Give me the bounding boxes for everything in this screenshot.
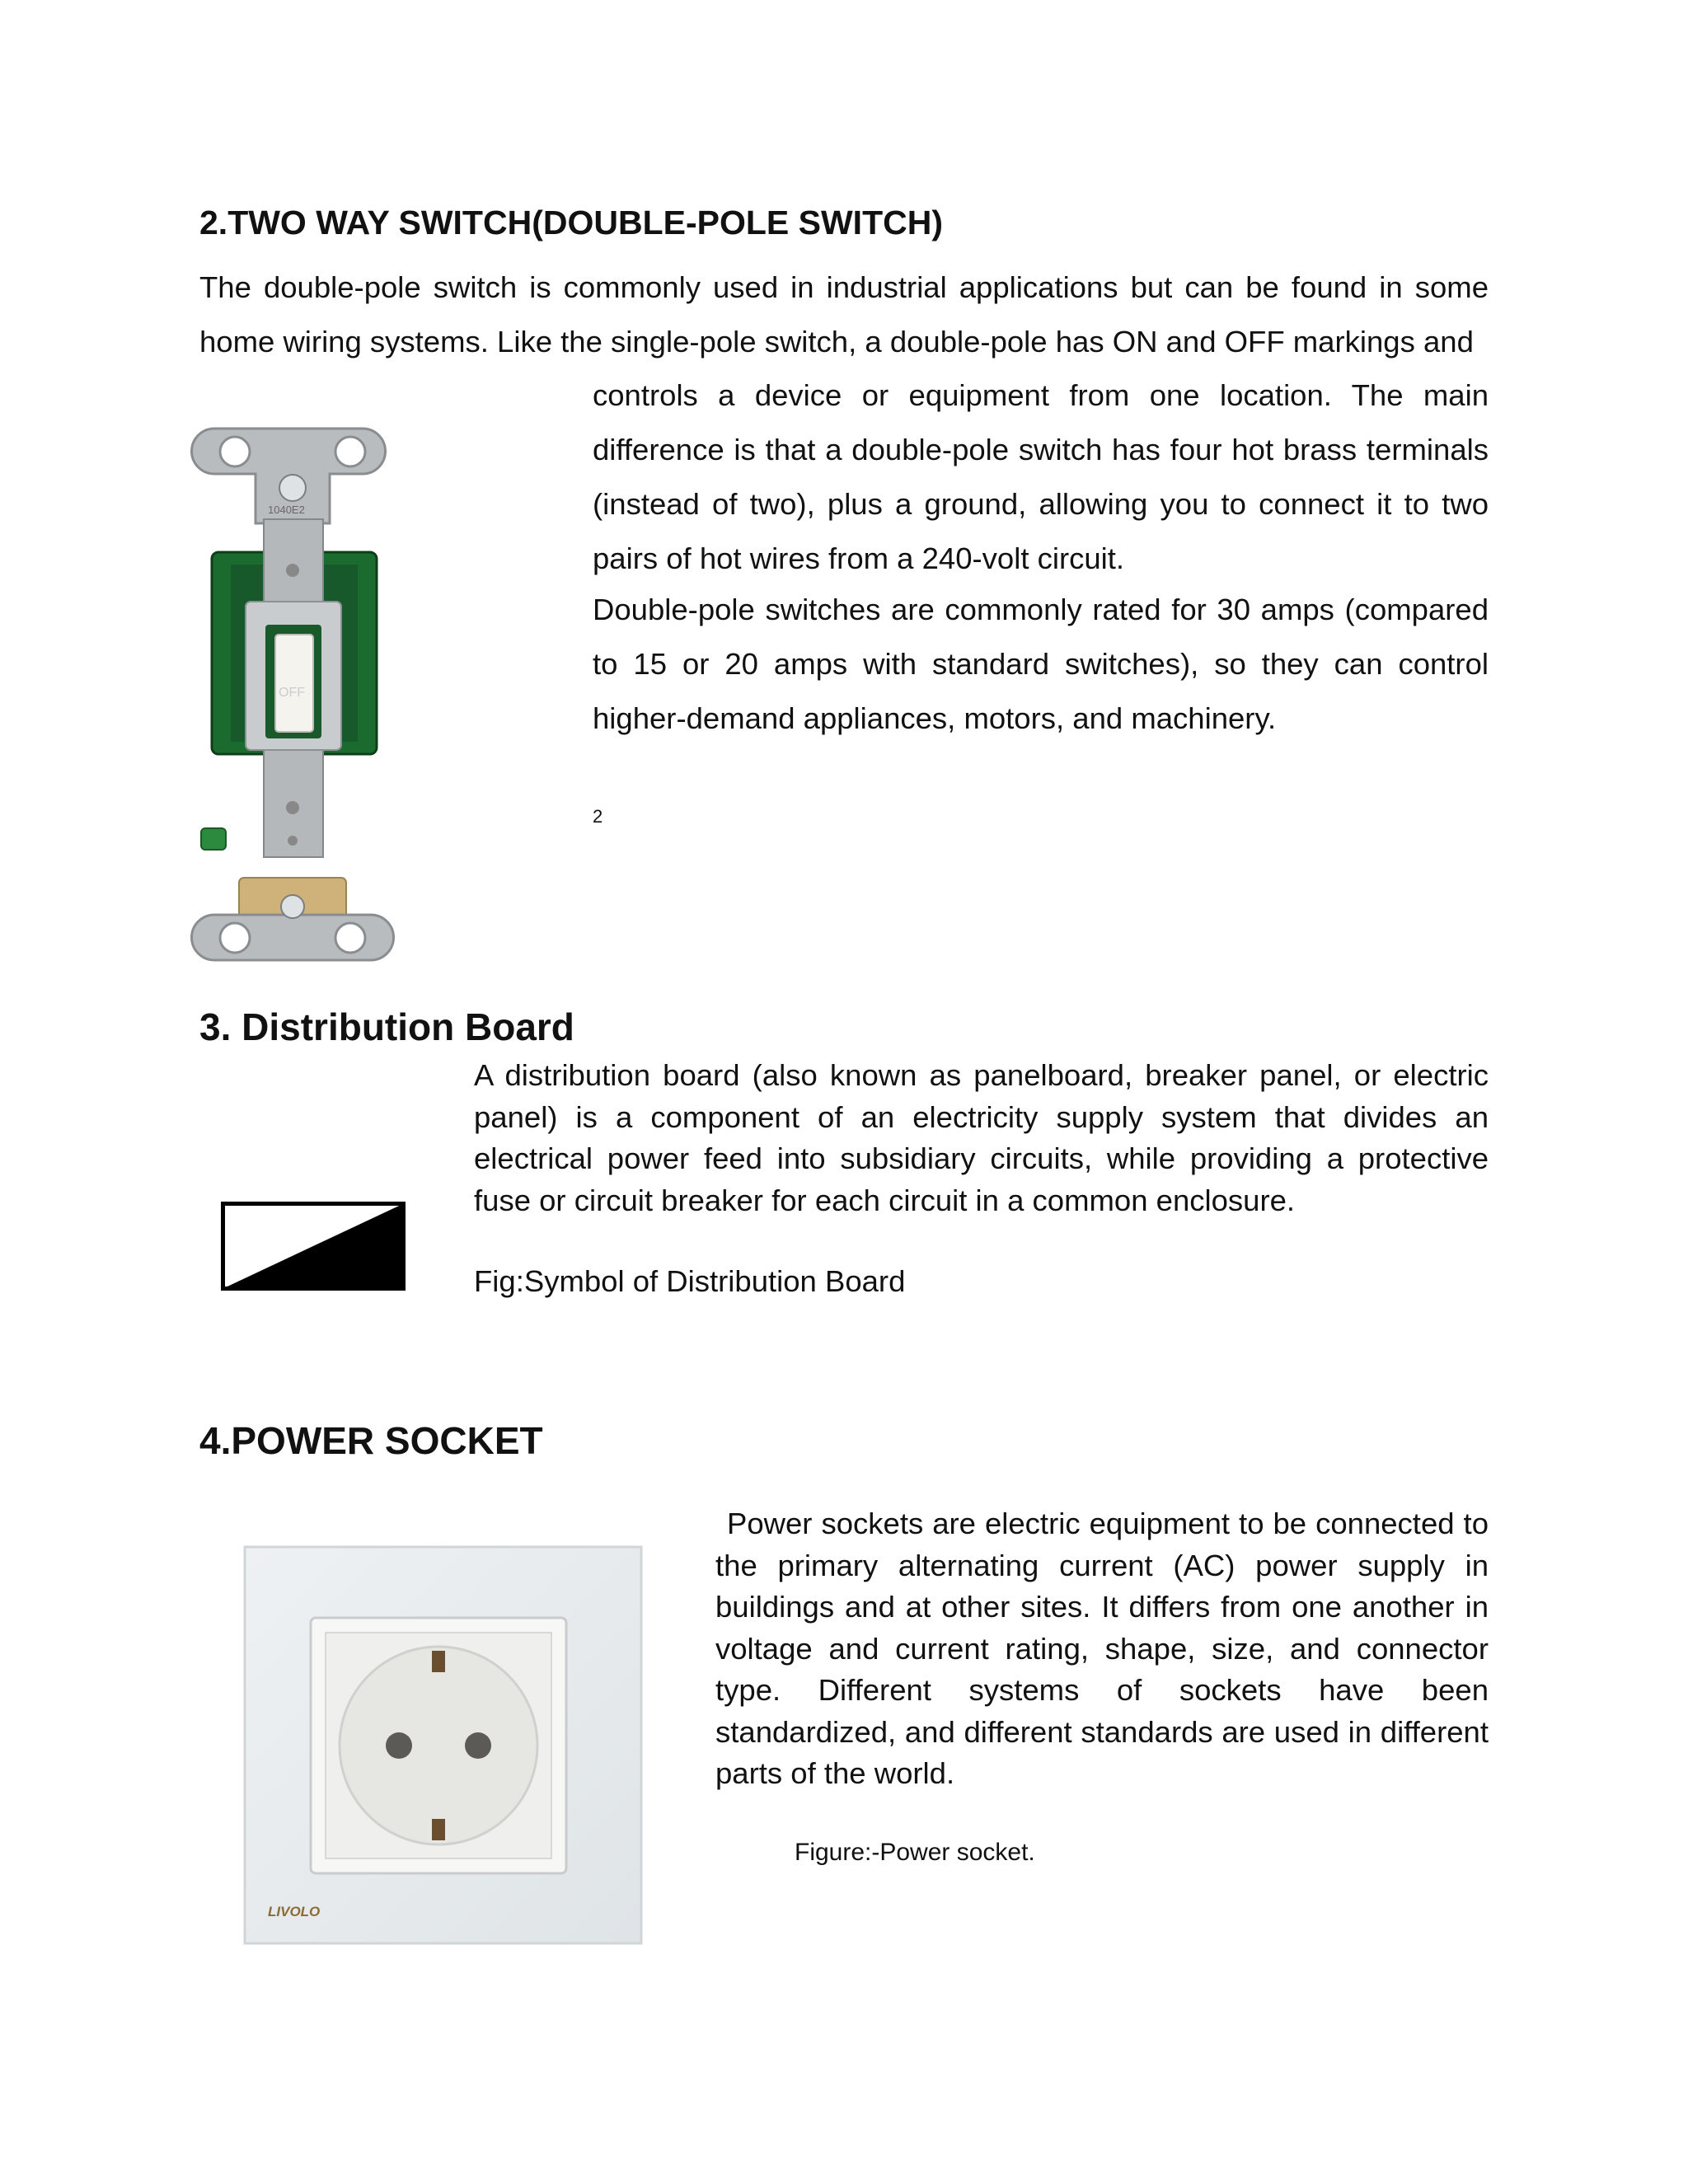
switch-paragraph-1: controls a device or equipment from one location. The main difference is that a double-pole switch has four hot brass terminals (instead of two), plus a ground, allowing you to connect it to two pairs of hot wires from a 240-volt circuit. (593, 378, 1489, 575)
socket-body-text: Power sockets are electric equipment to be connected to the primary alternating current (AC) power supply in buildings and at other sites. It differs from one another in voltage and current rating, shape, size, and connector type. Different systems of sockets have been standardized, and different standards are used in different parts of the world. (715, 1507, 1489, 1790)
footnote-marker: 2 (593, 806, 603, 827)
section-heading-socket: 4.POWER SOCKET (199, 1419, 543, 1462)
svg-text:LIVOLO: LIVOLO (268, 1904, 321, 1919)
switch-paragraph-2: Double-pole switches are commonly rated for 30 amps (compared to 15 or 20 amps with standard switches), so they can control higher-demand appliances, motors, and machinery. (593, 593, 1489, 735)
section-heading-switch: 2.TWO WAY SWITCH(DOUBLE-POLE SWITCH) (199, 204, 943, 241)
power-socket-image (243, 1545, 643, 1945)
switch-intro-text: The double-pole switch is commonly used in industrial applications but can be found in some home wiring systems. Like the single-pole switch, a double-pole has ON and OFF markings and (199, 270, 1489, 359)
distribution-board-symbol (221, 1202, 406, 1291)
double-pole-switch-image (190, 420, 396, 964)
svg-text:OFF: OFF (279, 686, 305, 700)
section-heading-distribution: 3. Distribution Board (199, 1005, 574, 1048)
distribution-body-text: A distribution board (also known as panelboard, breaker panel, or electric panel) is a component of an electricity supply system that divides an electrical power feed into subsidiary circuits, while providing a protective fuse or circuit breaker for each circuit in a common enclosure. (474, 1058, 1489, 1217)
svg-text:1040E2: 1040E2 (268, 504, 305, 516)
distribution-caption: Fig:Symbol of Distribution Board (474, 1264, 906, 1298)
socket-caption: Figure:-Power socket. (795, 1839, 1035, 1866)
